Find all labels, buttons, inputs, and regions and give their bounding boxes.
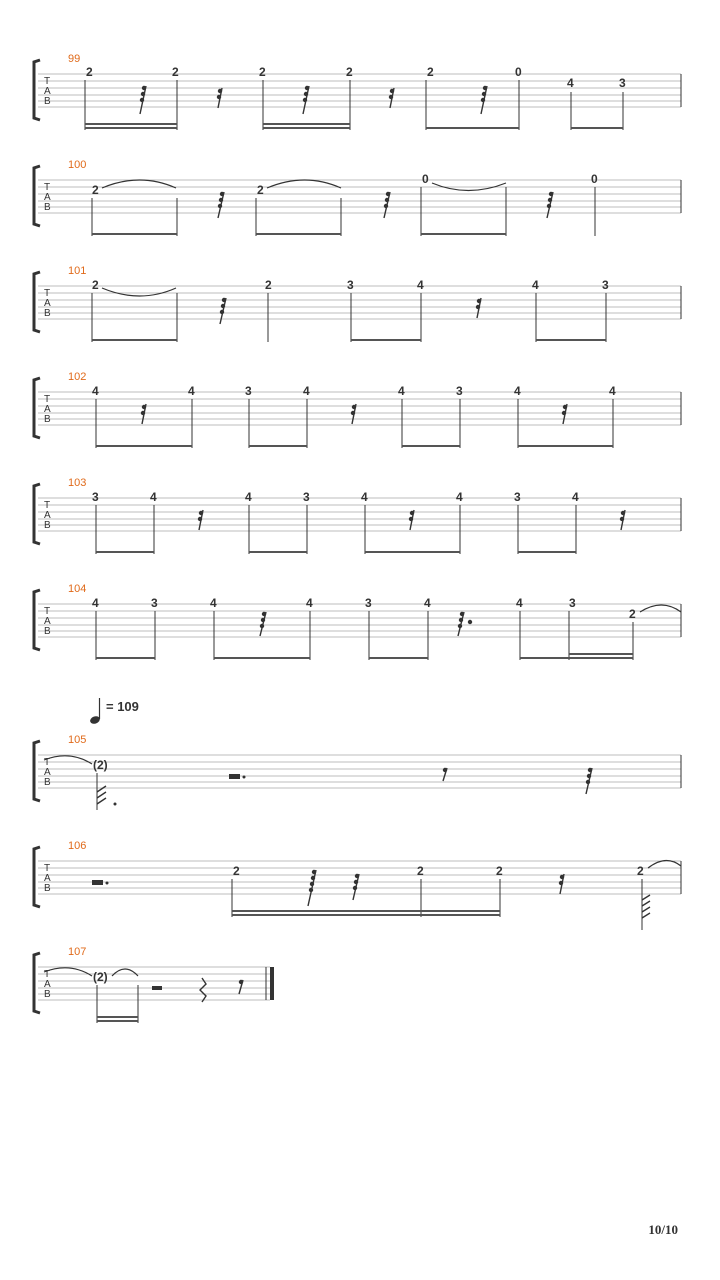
tie-arc	[44, 756, 92, 764]
fret-number: 4	[456, 490, 463, 504]
tab-clef-t: T	[44, 606, 51, 617]
tie-arc	[112, 969, 138, 976]
tab-clef-t: T	[44, 288, 51, 299]
tab-staff	[38, 861, 681, 894]
tab-clef-b: B	[44, 308, 51, 319]
fret-number: 2	[265, 278, 272, 292]
rhythm-stems	[97, 773, 117, 810]
tab-clef-t: T	[44, 76, 51, 87]
tab-clef-b: B	[44, 96, 51, 107]
tab-clef-t: T	[44, 394, 51, 405]
fret-number: 2	[92, 183, 99, 197]
tab-clef-a: A	[44, 510, 51, 521]
bar-number: 99	[68, 53, 81, 65]
tie-arc	[102, 288, 176, 296]
tab-clef-t: T	[44, 757, 51, 768]
bar-number: 106	[68, 840, 87, 852]
system-bracket	[34, 847, 40, 907]
tab-clef-t: T	[44, 969, 51, 980]
tempo-marking	[89, 698, 139, 725]
system-bracket	[34, 953, 40, 1013]
tab-clef-a: A	[44, 192, 51, 203]
rest-symbols	[152, 978, 243, 1002]
fret-number: 2	[92, 278, 99, 292]
system-106	[34, 840, 681, 930]
tab-clef-b: B	[44, 989, 51, 1000]
fret-number: 4	[532, 278, 539, 292]
bar-number: 101	[68, 265, 87, 277]
fret-number: 0	[515, 65, 522, 79]
fret-number: 4	[92, 596, 99, 610]
bar-number: 107	[68, 946, 87, 958]
fret-number: 4	[417, 278, 424, 292]
system-bracket	[34, 484, 40, 544]
fret-number: 2	[346, 65, 353, 79]
page-number: 10/10	[648, 1222, 678, 1237]
fret-number: 2	[496, 864, 503, 878]
tab-clef-a: A	[44, 979, 51, 990]
fret-number: 4	[609, 384, 616, 398]
fret-number: 3	[303, 490, 310, 504]
fret-number: 3	[347, 278, 354, 292]
tab-clef-b: B	[44, 777, 51, 788]
system-103	[34, 477, 681, 554]
rest-symbols	[199, 510, 626, 530]
fret-number: 2	[257, 183, 264, 197]
bar-number: 104	[68, 583, 87, 595]
fret-number: 4	[92, 384, 99, 398]
tab-clef-t: T	[44, 863, 51, 874]
fret-number: 4	[514, 384, 521, 398]
rhythm-stems	[97, 985, 138, 1023]
fret-number: 3	[514, 490, 521, 504]
rest-symbols	[218, 192, 553, 218]
fret-number: 2	[637, 864, 644, 878]
system-bracket	[34, 741, 40, 801]
tie-arcs	[102, 180, 506, 191]
fret-number: 2	[172, 65, 179, 79]
tab-clef-b: B	[44, 626, 51, 637]
tab-clef-t: T	[44, 182, 51, 193]
fret-number: 4	[306, 596, 313, 610]
fret-number: 4	[303, 384, 310, 398]
fret-number: 3	[602, 278, 609, 292]
tab-clef-b: B	[44, 414, 51, 425]
system-100	[34, 159, 681, 236]
tie-arc	[648, 860, 681, 868]
tab-staff	[38, 755, 681, 788]
tab-staff	[38, 286, 681, 319]
fret-number: 4	[210, 596, 217, 610]
bar-number: 100	[68, 159, 87, 171]
rest-symbols	[229, 768, 592, 794]
fret-number: 4	[361, 490, 368, 504]
tab-staff	[38, 498, 681, 531]
system-102	[34, 371, 681, 448]
fret-number: 2	[629, 607, 636, 621]
rhythm-stems	[232, 879, 650, 930]
tab-clef-b: B	[44, 520, 51, 531]
system-bracket	[34, 590, 40, 650]
system-105	[34, 734, 681, 810]
fret-number: 3	[151, 596, 158, 610]
final-barline	[266, 967, 274, 1000]
tab-clef-a: A	[44, 404, 51, 415]
tab-staff	[38, 180, 681, 213]
fret-number: 2	[259, 65, 266, 79]
system-bracket	[34, 272, 40, 332]
fret-number: 4	[424, 596, 431, 610]
tab-staff	[38, 604, 681, 637]
system-99	[34, 53, 681, 130]
fret-number: 2	[86, 65, 93, 79]
fret-number: 3	[619, 76, 626, 90]
fret-number: 3	[92, 490, 99, 504]
tab-clef-b: B	[44, 883, 51, 894]
system-107	[34, 946, 274, 1023]
fret-number: 4	[567, 76, 574, 90]
fret-number: 4	[572, 490, 579, 504]
tab-staff	[38, 74, 681, 107]
fret-number: 4	[188, 384, 195, 398]
fret-number: 3	[365, 596, 372, 610]
tab-staff	[38, 967, 270, 1000]
fret-number: 0	[422, 172, 429, 186]
fret-number: 4	[150, 490, 157, 504]
bar-number: 105	[68, 734, 87, 746]
bar-number: 103	[68, 477, 87, 489]
tab-clef-a: A	[44, 767, 51, 778]
system-bracket	[34, 60, 40, 120]
fret-number: 3	[245, 384, 252, 398]
system-104	[34, 583, 681, 660]
fret-number: (2)	[93, 758, 108, 772]
fret-number: 4	[398, 384, 405, 398]
tab-clef-a: A	[44, 298, 51, 309]
tempo-bpm: = 109	[106, 699, 139, 714]
tie-arc	[44, 968, 92, 976]
tab-staff	[38, 392, 681, 425]
system-bracket	[34, 378, 40, 438]
system-bracket	[34, 166, 40, 226]
fret-number: 4	[245, 490, 252, 504]
rest-symbols	[140, 86, 487, 114]
fret-number: 2	[427, 65, 434, 79]
fret-number: 3	[569, 596, 576, 610]
tab-clef-b: B	[44, 202, 51, 213]
fret-number: 3	[456, 384, 463, 398]
fret-number: 2	[233, 864, 240, 878]
rest-symbols	[260, 612, 472, 636]
fret-number: (2)	[93, 970, 108, 984]
tab-clef-a: A	[44, 616, 51, 627]
tab-clef-t: T	[44, 500, 51, 511]
tab-clef-a: A	[44, 873, 51, 884]
fret-number: 0	[591, 172, 598, 186]
bar-number: 102	[68, 371, 87, 383]
tab-clef-a: A	[44, 86, 51, 97]
fret-number: 2	[417, 864, 424, 878]
fret-number: 4	[516, 596, 523, 610]
rest-symbols	[142, 404, 568, 424]
system-101	[34, 265, 681, 342]
